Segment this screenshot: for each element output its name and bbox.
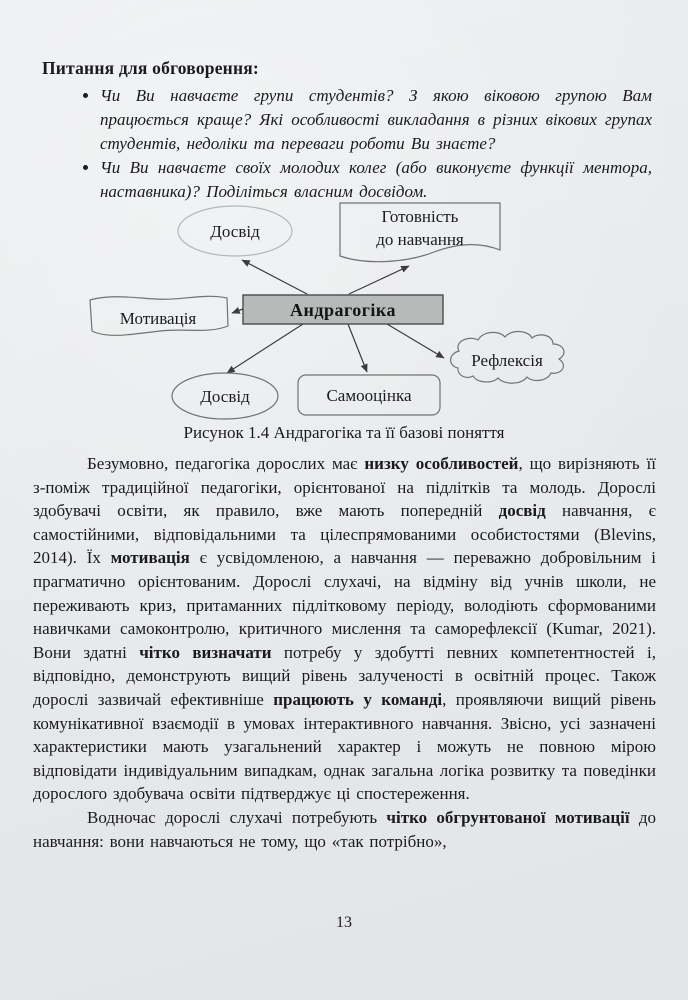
node-label: Самооцінка [326, 386, 412, 405]
text-segment: , що вирізняють її з-поміж традиційної педагогіки, орієнтованої на підлітків та молодь. Дорослі здобувачі освіти, як правило, вже мають попередній [33, 454, 657, 521]
arrow-to-readiness [349, 266, 409, 294]
bold-text-segment: чітко визначати [139, 642, 272, 662]
bold-text-segment: чітко обгрунтованої мотивації [386, 807, 630, 827]
text-segment: є усвідомленою, а навчання — переважно добровільним і прагматично орієнтованим. Дорослі слухачі, на відміну від учнів школи, не переживають криз, притаманних підлітковому періоду, володіють сформованими навичками самоконтролю, критичного мислення та саморефлексії (Kumar, 2021). Вони здатні [33, 548, 656, 662]
arrow-to-motivation [232, 309, 243, 313]
node-label: Андрагогіка [290, 300, 396, 320]
node-self-assessment [298, 375, 440, 415]
arrow-to-reflection [387, 324, 444, 358]
body-paragraph [33, 806, 656, 853]
node-readiness [340, 203, 500, 262]
list-item: • Чи Ви навчаєте своїх молодих колег (або виконуєте функції ментора, наставника)? Поділіться власним досвідом. [100, 156, 652, 204]
node-label: Готовність [381, 207, 459, 226]
node-experience-bottom [172, 373, 278, 419]
page-number: 13 [336, 914, 352, 931]
discussion-list [74, 84, 652, 204]
node-reflection [451, 331, 564, 383]
node-label: Мотивація [119, 309, 197, 328]
node-label: до навчання [376, 230, 464, 249]
text-segment: потребу у здобутті певних компетентностей і, відповідно, демонструють вищий рівень залученості в освітній процес. Також дорослі зазвичай ефективніше [33, 642, 656, 709]
figure-caption: Рисунок 1.4 Андрагогіка та її базові поняття [183, 423, 505, 442]
text-segment: до навчання: вони навчаються не тому, що «так потрібно», [33, 807, 657, 851]
text-segment: навчання, є самостійними, відповідальними та цілеспрямованими особистостями (Blevins, 2014). Їх [33, 501, 656, 568]
bold-text-segment: працюють у команді [273, 689, 443, 709]
node-experience-top [178, 206, 292, 256]
bold-text-segment: низку особливостей [364, 454, 519, 473]
body-paragraph [33, 452, 656, 806]
arrow-to-experience-top [242, 260, 307, 294]
text-segment: , проявляючи вищий рівень комунікативної взаємодії в умовах інтерактивного навчання. Звісно, усі зазначені характеристики мають узагальнений характер і можуть не повною мірою відповідати індивідуальним випадкам, однак загальна логіка розвитку та поведінки дорослого здобувача освіти підтверджує ці спостереження. [33, 689, 656, 804]
node-label: Досвід [200, 387, 250, 406]
bold-text-segment: досвід [498, 501, 546, 521]
bold-text-segment: мотивація [110, 548, 190, 568]
body-text [33, 452, 656, 853]
arrow-to-experience-bottom [227, 324, 303, 373]
discussion-heading: Питання для обговорення: [42, 58, 259, 78]
arrow-to-self-assessment [348, 324, 367, 372]
node-label: Рефлексія [471, 351, 543, 370]
text-segment: Безумовно, педагогіка дорослих має [87, 454, 365, 473]
figure-diagram [88, 198, 590, 426]
text-segment: Водночас дорослі слухачі потребують [87, 807, 387, 827]
node-label: Досвід [210, 222, 260, 241]
list-item: • Чи Ви навчаєте групи студентів? З якою віковою групою Вам працюється краще? Які особливості викладання в різних вікових групах студентів, недоліки та переваги роботи Ви знаєте? [100, 84, 652, 156]
node-motivation [90, 296, 228, 335]
node-andragogy [243, 295, 443, 324]
